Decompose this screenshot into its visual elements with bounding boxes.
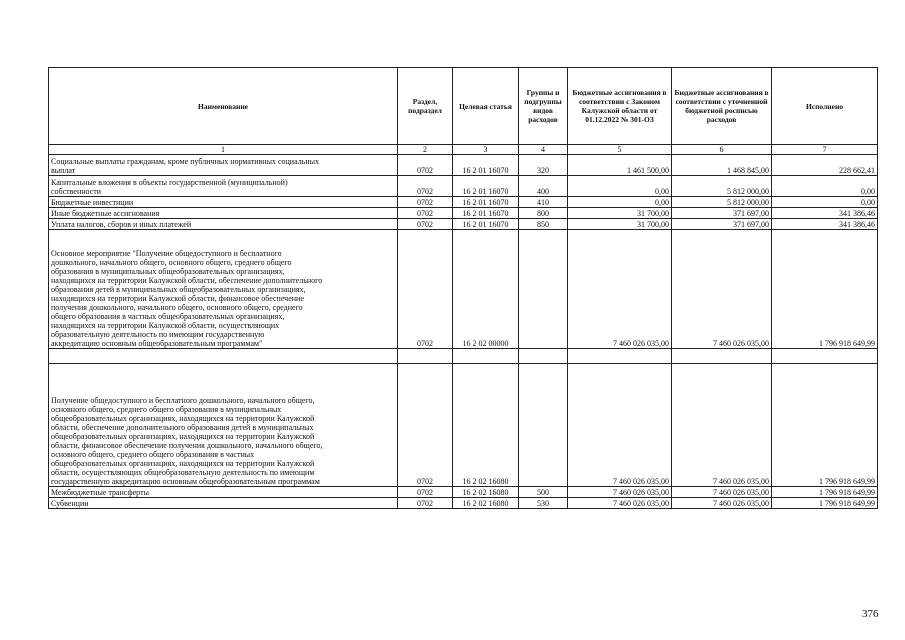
table-row [49, 487, 878, 498]
row-section: 0702 [398, 176, 453, 197]
row-executed: 0,00 [772, 197, 878, 208]
row-law: 7 460 026 035,00 [568, 487, 672, 498]
row-group [519, 364, 568, 487]
row-target: 16 2 02 00000 [453, 230, 519, 349]
row-section: 0702 [398, 487, 453, 498]
row-name: Социальные выплаты гражданам, кроме публичных нормативных социальных выплат [49, 155, 398, 176]
row-refined: 371 697,00 [672, 219, 772, 230]
row-group: 320 [519, 155, 568, 176]
row-section: 0702 [398, 498, 453, 509]
row-group: 530 [519, 498, 568, 509]
table-row [49, 230, 878, 349]
column-number: 5 [568, 145, 672, 155]
budget-table [48, 67, 878, 509]
row-executed: 1 796 918 649,99 [772, 364, 878, 487]
row-target: 16 2 01 16070 [453, 155, 519, 176]
row-section: 0702 [398, 364, 453, 487]
row-refined: 5 812 000,00 [672, 197, 772, 208]
row-name: Иные бюджетные ассигнования [49, 208, 398, 219]
header-groups: Группы и подгруппы видов расходов [519, 68, 568, 145]
row-executed: 1 796 918 649,99 [772, 498, 878, 509]
row-law: 31 700,00 [568, 219, 672, 230]
row-group: 500 [519, 487, 568, 498]
row-law: 0,00 [568, 176, 672, 197]
header-section: Раздел, подраздел [398, 68, 453, 145]
row-group: 410 [519, 197, 568, 208]
row-name: Бюджетные инвестиции [49, 197, 398, 208]
table-row [49, 219, 878, 230]
row-target: 16 2 02 16080 [453, 498, 519, 509]
row-group [519, 230, 568, 349]
row-refined: 5 812 000,00 [672, 176, 772, 197]
column-number: 7 [772, 145, 878, 155]
row-section: 0702 [398, 219, 453, 230]
row-section: 0702 [398, 197, 453, 208]
row-name: Капитальные вложения в объекты государственной (муниципальной) собственности [49, 176, 398, 197]
header-law: Бюджетные ассигнования в соответствии с Законом Калужской области от 01.12.2022 № 301-ОЗ [568, 68, 672, 145]
row-refined: 7 460 026 035,00 [672, 230, 772, 349]
header-executed: Исполнено [772, 68, 878, 145]
column-number: 1 [49, 145, 398, 155]
table-row [49, 176, 878, 197]
row-target: 16 2 01 16070 [453, 197, 519, 208]
table-row [49, 498, 878, 509]
row-group: 850 [519, 219, 568, 230]
table-row [49, 364, 878, 487]
column-number: 2 [398, 145, 453, 155]
table-row [49, 197, 878, 208]
column-number: 4 [519, 145, 568, 155]
row-name: Основное мероприятие "Получение общедоступного и бесплатного дошкольного, начального общего, основного общего, среднего общего образования в муниципальных общеобразовательных организациях, находящихся на территории Калужской области, обеспечение дополнительного образования детей в муниципальных общеобразовательных организациях, находящихся на территории Калужской области, финансовое обеспечение получения дошкольного, начального общего, основного общего, среднего общего образования в частных общеобразовательных организациях, находящихся на территории Калужской области, осуществляющих образовательную деятельность по имеющим государственную аккредитацию основным общеобразовательным программам" [49, 230, 398, 349]
row-refined: 1 468 845,00 [672, 155, 772, 176]
column-number-row [49, 145, 878, 155]
column-number: 3 [453, 145, 519, 155]
table-row [49, 155, 878, 176]
row-refined: 7 460 026 035,00 [672, 487, 772, 498]
row-executed: 341 386,46 [772, 219, 878, 230]
row-name: Получение общедоступного и бесплатного дошкольного, начального общего, основного общего, среднего общего образования в муниципальных общеобразовательных организациях, находящихся на территории Калужской области, обеспечение дополнительного образования детей в муниципальных общеобразовательных организациях, находящихся на территории Калужской области, финансовое обеспечение получения дошкольного, начального общего, основного общего, среднего общего образования в частных общеобразовательных организациях, находящихся на территории Калужской области, осуществляющих общеобразовательную деятельность по имеющим государственную аккредитацию основным общеобразовательным программам [49, 364, 398, 487]
row-name: Уплата налогов, сборов и иных платежей [49, 219, 398, 230]
row-law: 7 460 026 035,00 [568, 364, 672, 487]
header-name: Наименование [49, 68, 398, 145]
row-target: 16 2 02 16080 [453, 487, 519, 498]
page-number: 376 [862, 608, 879, 620]
row-target: 16 2 01 16070 [453, 219, 519, 230]
row-target: 16 2 01 16070 [453, 176, 519, 197]
table-row [49, 208, 878, 219]
row-name: Межбюджетные трансферты [49, 487, 398, 498]
row-executed: 1 796 918 649,99 [772, 487, 878, 498]
row-law: 31 700,00 [568, 208, 672, 219]
header-row [49, 68, 878, 145]
row-target: 16 2 01 16070 [453, 208, 519, 219]
row-executed: 1 796 918 649,99 [772, 230, 878, 349]
spacer-row [49, 349, 878, 364]
row-law: 7 460 026 035,00 [568, 498, 672, 509]
header-refined: Бюджетные ассигнования в соответствии с уточненной бюджетной росписью расходов [672, 68, 772, 145]
row-section: 0702 [398, 208, 453, 219]
row-section: 0702 [398, 155, 453, 176]
row-law: 1 461 500,00 [568, 155, 672, 176]
row-section: 0702 [398, 230, 453, 349]
row-law: 7 460 026 035,00 [568, 230, 672, 349]
row-refined: 7 460 026 035,00 [672, 498, 772, 509]
header-target: Целевая статья [453, 68, 519, 145]
row-refined: 7 460 026 035,00 [672, 364, 772, 487]
row-name: Субвенции [49, 498, 398, 509]
row-target: 16 2 02 16080 [453, 364, 519, 487]
row-executed: 228 662,41 [772, 155, 878, 176]
row-executed: 341 386,46 [772, 208, 878, 219]
row-executed: 0,00 [772, 176, 878, 197]
row-refined: 371 697,00 [672, 208, 772, 219]
row-group: 800 [519, 208, 568, 219]
row-law: 0,00 [568, 197, 672, 208]
row-group: 400 [519, 176, 568, 197]
column-number: 6 [672, 145, 772, 155]
